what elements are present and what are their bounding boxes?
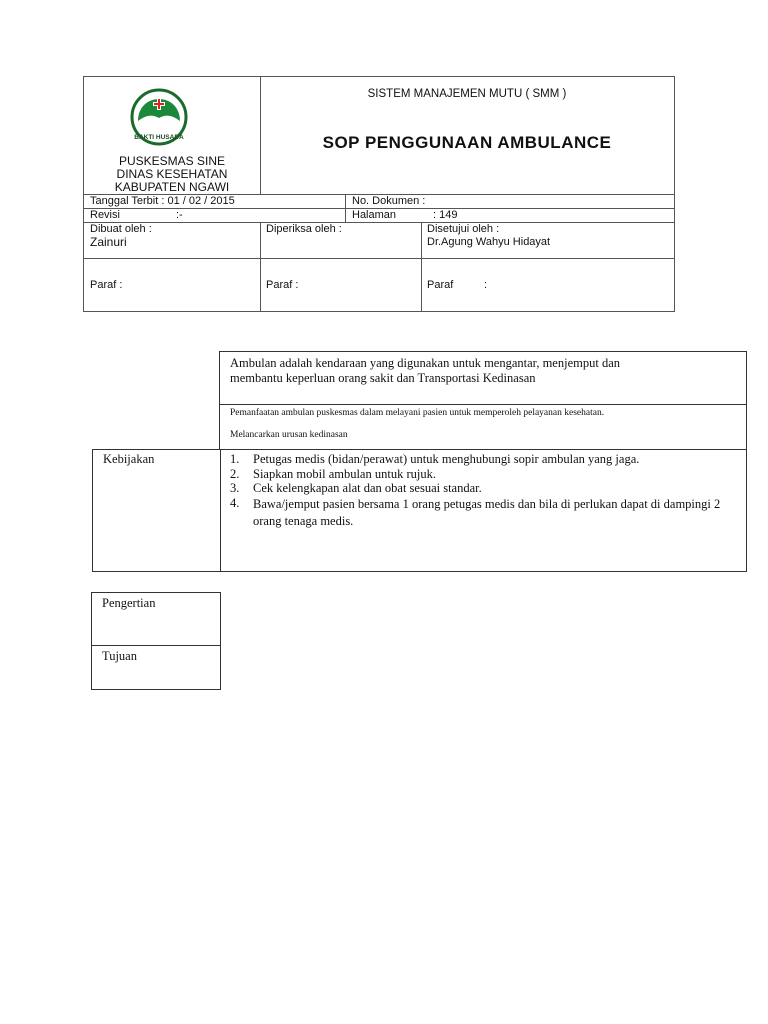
paraf-diperiksa: Paraf : [266,279,299,291]
kebijakan-divider [220,450,221,571]
doc-title: SOP PENGGUNAAN AMBULANCE [322,133,612,152]
org-line: DINAS KESEHATAN [116,167,228,181]
diperiksa-label: Diperiksa oleh : [266,223,342,235]
halaman-label: Halaman [352,209,397,221]
paraf-disetujui-label: Paraf [427,279,454,291]
tujuan-box [219,404,747,450]
header-rule [84,258,674,259]
header-rule [84,222,674,223]
kebijakan-label: Kebijakan [103,452,155,466]
disetujui-label: Disetujui oleh : [427,223,500,235]
pengertian-label: Pengertian [102,596,156,610]
tujuan-label: Tujuan [102,649,137,663]
tujuan-label-box [91,645,221,690]
dibuat-label: Dibuat oleh : [90,223,152,235]
org-line: PUSKESMAS SINE [118,154,226,168]
pengertian-label-box [91,592,221,646]
header-divider [260,222,261,311]
dibuat-name: Zainuri [90,235,127,249]
list-item: 2. Siapkan mobil ambulan untuk rujuk. [230,466,436,481]
no-dokumen: No. Dokumen : [352,195,426,207]
kebijakan-row [92,449,747,572]
revisi-label: Revisi [90,209,120,221]
list-item: 4. Bawa/jemput pasien bersama 1 orang petugas medis dan bila di perlukan dapat di dampingi 2 orang tenaga medis. [230,495,721,528]
header-divider [421,222,422,311]
procedure-steps [230,452,735,530]
header-divider [345,194,346,222]
revisi-value: :- [176,209,183,221]
system-title: SISTEM MANAJEMEN MUTU ( SMM ) [367,88,567,100]
paraf-dibuat: Paraf : [90,279,123,291]
org-line: KABUPATEN NGAWI [114,180,230,194]
logo-text: BAKTI HUSADA [134,134,184,141]
pengertian-line: Ambulan adalah kendaraan yang digunakan untuk mengantar, menjemput dan [230,356,620,370]
bakti-husada-logo [122,87,196,147]
tujuan-line: Pemanfaatan ambulan puskesmas dalam melayani pasien untuk memperoleh pelayanan kesehatan. [230,408,605,418]
disetujui-name: Dr.Agung Wahyu Hidayat [427,236,551,248]
halaman-value: : 149 [433,209,458,221]
list-item: 1. Petugas medis (bidan/perawat) untuk menghubungi sopir ambulan yang jaga. [230,452,640,466]
list-item: 3. Cek kelengkapan alat dan obat sesuai standar. [230,481,482,495]
paraf-disetujui-colon: : [484,279,488,291]
pengertian-box [219,351,747,405]
tujuan-line: Melancarkan urusan kedinasan [230,430,348,440]
tanggal-terbit: Tanggal Terbit : 01 / 02 / 2015 [90,195,235,207]
pengertian-line: membantu keperluan orang sakit dan Transportasi Kedinasan [230,371,536,385]
document-header-table [83,76,675,312]
